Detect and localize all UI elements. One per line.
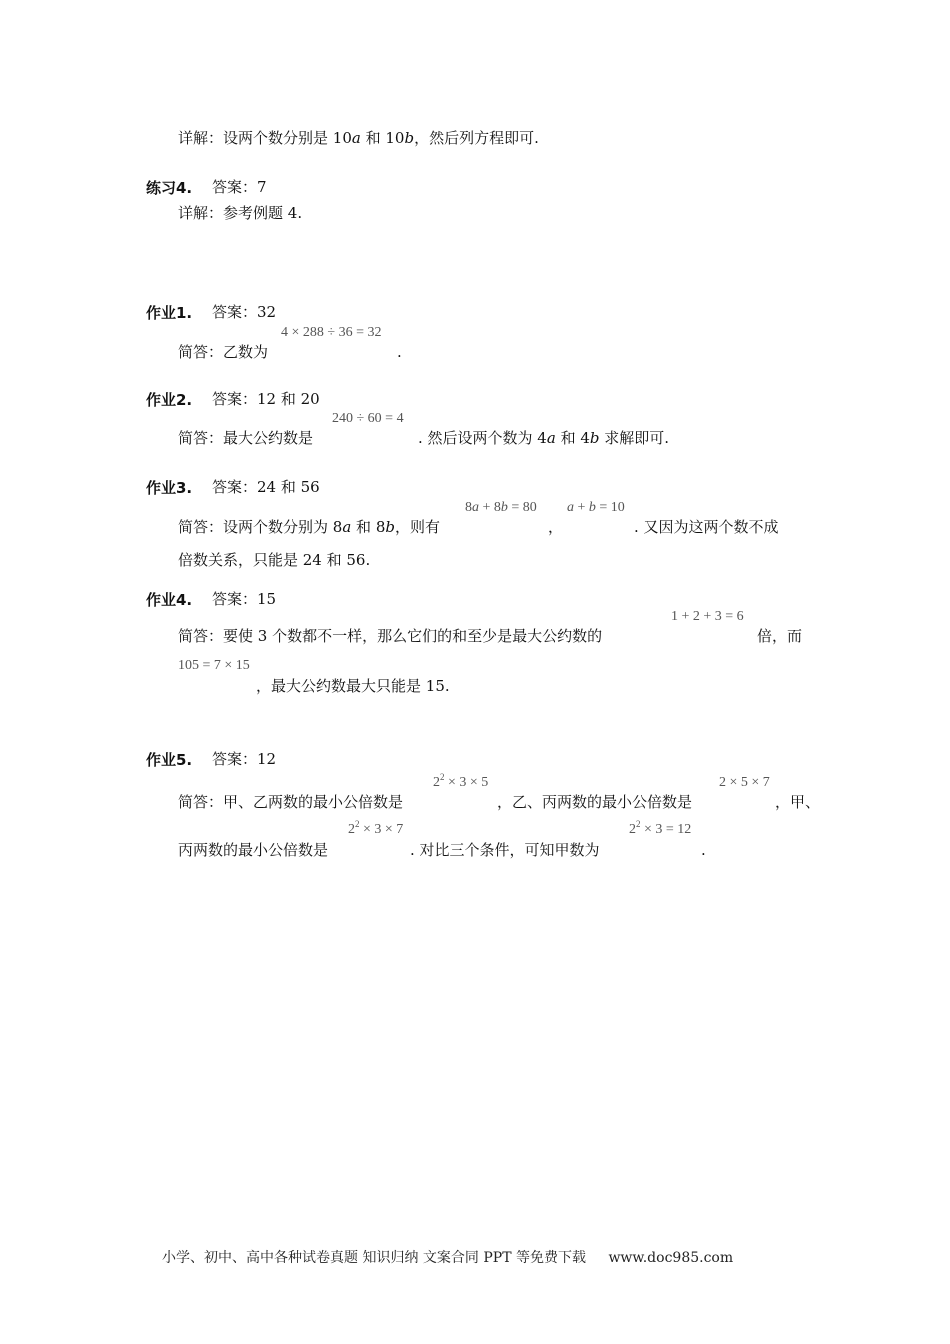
detail-text: ，然后列方程即可. — [414, 129, 539, 147]
hw3-brief — [178, 517, 440, 537]
math-part: + 8 — [479, 500, 501, 515]
brief-label: 简答： — [178, 518, 224, 536]
math-part: × 3 × 7 — [359, 822, 404, 837]
hw1-formula: 4 × 288 ÷ 36 = 32 — [281, 325, 382, 340]
hw2-label: 作业2. — [146, 391, 193, 409]
hw3-label: 作业3. — [146, 479, 193, 497]
hw3-answer: 答案：24 和 56 — [212, 478, 320, 496]
footer-text: 小学、初中、高中各种试卷真题 知识归纳 文案合同 PPT 等免费下载 — [162, 1250, 586, 1266]
detail-text: 和 10 — [360, 129, 405, 147]
math-exponent: 2 — [355, 819, 360, 829]
brief-text: 和 4 — [555, 429, 590, 447]
footer-link[interactable]: www.doc985.com — [608, 1250, 734, 1266]
math-part: × 3 × 5 — [444, 775, 489, 790]
detail-text: 设两个数分别是 10 — [223, 129, 352, 147]
hw4-brief — [178, 626, 602, 646]
math-part: 2 — [348, 822, 355, 837]
hw5-brief-mid3: . 对比三个条件，可知甲数为 — [410, 841, 600, 859]
hw2-answer: 答案：12 和 20 — [212, 390, 320, 408]
hw1-label: 作业1. — [146, 304, 193, 322]
hw2-brief — [178, 428, 313, 448]
brief-text: 乙数为 — [223, 343, 269, 361]
brief-label: 简答： — [178, 343, 224, 361]
hw5-brief — [178, 792, 403, 812]
hw1-brief — [178, 342, 268, 362]
brief-text: . 然后设两个数为 4 — [418, 429, 547, 447]
hw5-answer: 答案：12 — [212, 750, 277, 768]
brief-text: 甲、乙两数的最小公倍数是 — [223, 793, 404, 811]
hw5-formula-1 — [433, 772, 489, 791]
hw3-formula-2 — [567, 500, 625, 516]
math-part: 2 — [629, 822, 636, 837]
hw5-label: 作业5. — [146, 751, 193, 769]
hw4-brief-tail: ，最大公约数最大只能是 15. — [256, 677, 450, 695]
hw4-label: 作业4. — [146, 591, 193, 609]
math-part: = 10 — [595, 500, 625, 515]
hw5-brief-line2: 丙两数的最小公倍数是 — [178, 841, 329, 859]
var-a: a — [351, 129, 361, 147]
brief-text: 求解即可. — [599, 429, 670, 447]
hw3-formula-1 — [465, 500, 537, 516]
hw5-formula-3 — [348, 819, 404, 838]
detail-label: 详解： — [178, 204, 224, 222]
var-b: b — [589, 429, 600, 447]
brief-text: ，则有 — [394, 518, 440, 536]
hw3-comma: ， — [548, 518, 564, 536]
math-exponent: 2 — [636, 819, 641, 829]
brief-label: 简答： — [178, 627, 224, 645]
math-part: 8 — [465, 500, 472, 515]
hw2-brief-tail — [418, 428, 669, 448]
math-part: × 3 = 12 — [640, 822, 692, 837]
hw5-period: . — [701, 841, 706, 859]
brief-label: 简答： — [178, 793, 224, 811]
math-var: b — [588, 500, 596, 515]
footer — [162, 1247, 733, 1267]
var-a: a — [342, 518, 352, 536]
math-part: 2 — [433, 775, 440, 790]
math-part: + — [574, 500, 589, 515]
practice4-detail — [178, 203, 302, 223]
var-b: b — [404, 129, 415, 147]
hw5-formula-4 — [629, 819, 692, 838]
hw4-formula-1: 1 + 2 + 3 = 6 — [671, 609, 744, 624]
practice4-label: 练习4. — [146, 179, 193, 197]
hw5-brief-mid: ，乙、丙两数的最小公倍数是 — [497, 793, 693, 811]
hw1-period: . — [397, 343, 402, 361]
math-var: a — [472, 500, 479, 515]
hw3-brief-tail: . 又因为这两个数不成 — [634, 518, 779, 536]
var-a: a — [546, 429, 556, 447]
hw4-brief-mid: 倍，而 — [757, 627, 803, 645]
brief-label: 简答： — [178, 429, 224, 447]
math-var: a — [567, 500, 574, 515]
hw5-formula-2: 2 × 5 × 7 — [719, 775, 770, 790]
hw4-answer: 答案：15 — [212, 590, 277, 608]
hw3-brief-line2: 倍数关系，只能是 24 和 56. — [178, 551, 371, 569]
math-var: b — [500, 500, 508, 515]
hw5-brief-mid2: ，甲、 — [775, 793, 821, 811]
detail-label: 详解： — [178, 129, 224, 147]
practice3-detail — [178, 128, 539, 148]
math-exponent: 2 — [440, 772, 445, 782]
hw1-answer: 答案：32 — [212, 303, 277, 321]
brief-text: 设两个数分别为 8 — [223, 518, 343, 536]
brief-text: 和 8 — [351, 518, 386, 536]
var-b: b — [385, 518, 395, 536]
hw4-formula-2: 105 = 7 × 15 — [178, 658, 250, 673]
detail-text: 参考例题 4. — [223, 204, 303, 222]
hw2-formula: 240 ÷ 60 = 4 — [332, 411, 404, 426]
brief-text: 要使 3 个数都不一样，那么它们的和至少是最大公约数的 — [223, 627, 603, 645]
brief-text: 最大公约数是 — [223, 429, 314, 447]
practice4-answer: 答案：7 — [212, 178, 267, 196]
math-part: = 80 — [507, 500, 537, 515]
